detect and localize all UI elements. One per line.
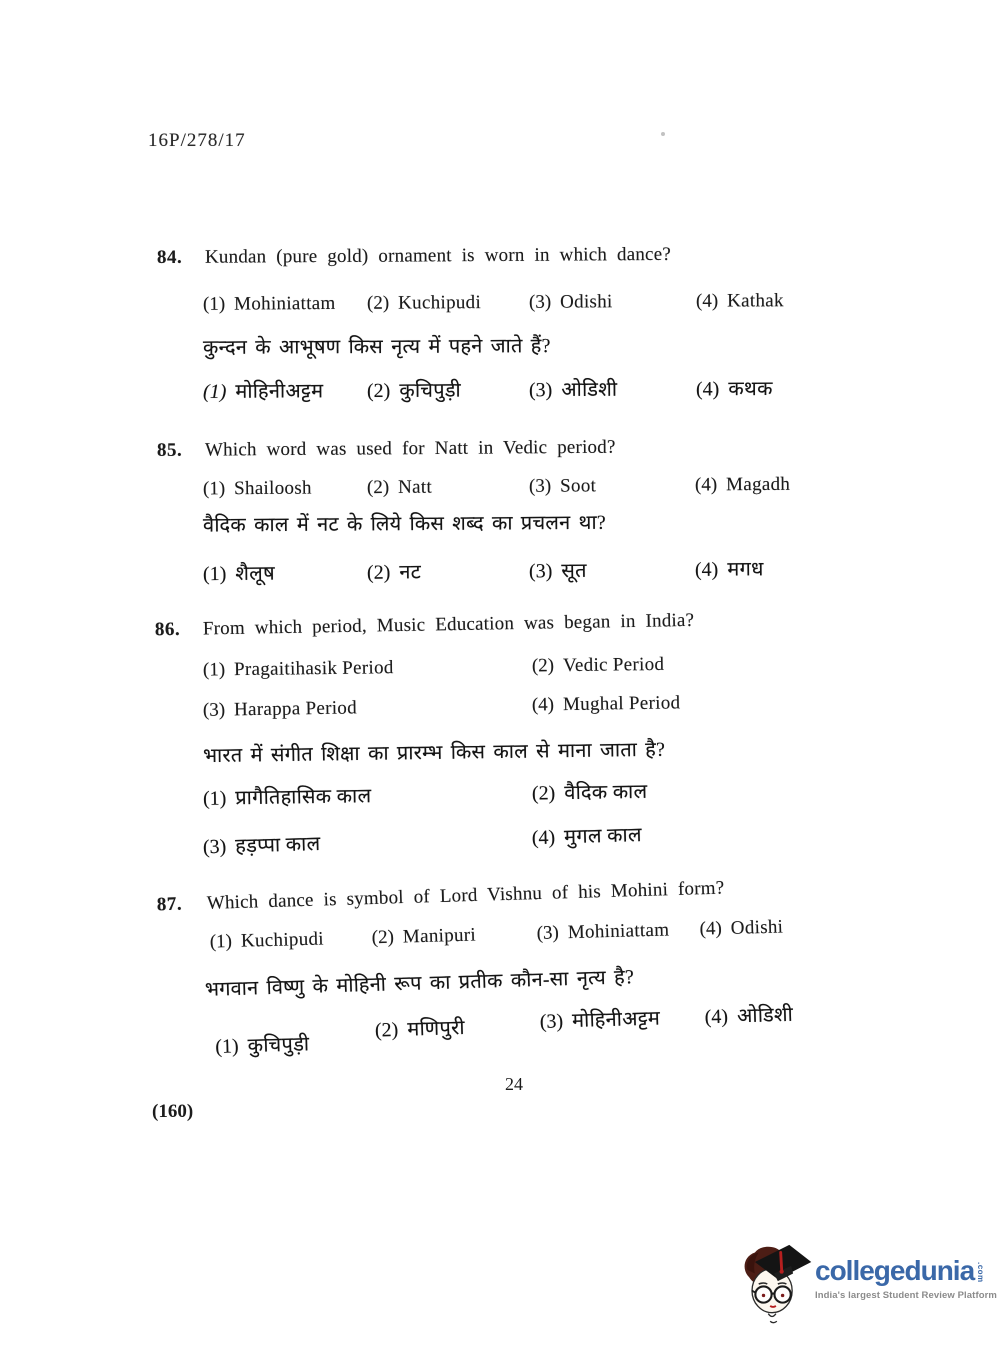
question-number: 84. [156, 246, 183, 269]
option-number: (3) [528, 475, 552, 497]
option-label: मोहिनीअट्टम [235, 380, 324, 403]
question-84-text-hi [0, 329, 1001, 364]
option-number: (1) [202, 293, 226, 315]
option [532, 777, 648, 806]
option [367, 376, 461, 403]
graduate-student-mascot-icon [735, 1241, 813, 1327]
question-85-options-en [0, 472, 1001, 510]
option-label: Odishi [560, 291, 613, 313]
option-label: Manipuri [402, 924, 477, 948]
question-84-options-hi [0, 373, 1001, 408]
option [375, 1013, 466, 1042]
option-label: कुचिपुड़ी [399, 379, 462, 402]
option-label: Kathak [727, 290, 784, 312]
option-number: (4) [704, 1005, 729, 1029]
option [696, 374, 773, 401]
option-number: (4) [695, 378, 720, 401]
option-number: (2) [366, 292, 390, 314]
option [532, 692, 681, 716]
question-85-options-hi [0, 552, 1001, 591]
option-number: (1) [202, 787, 227, 810]
option [203, 478, 312, 501]
option [529, 556, 587, 584]
option-label: प्रागैतिहासिक काल [235, 785, 372, 810]
option [215, 1029, 310, 1059]
option-number: (2) [366, 476, 390, 499]
option-number: (4) [699, 918, 723, 940]
option-label: वैदिक काल [564, 780, 648, 805]
option [695, 474, 790, 497]
option-number: (4) [694, 474, 718, 496]
option [529, 375, 617, 402]
question-86 [0, 605, 1001, 652]
option-number: (1) [202, 659, 226, 681]
option-number: (3) [528, 291, 552, 313]
option-number: (3) [528, 379, 553, 402]
question-text-en: Which dance is symbol of Lord Vishnu of his Mohini form? [206, 877, 725, 914]
question-text-en: Kundan (pure gold) ornament is worn in which dance? [204, 243, 671, 268]
option [529, 475, 596, 498]
option [536, 919, 669, 944]
option-label: कुचिपुड़ी [247, 1033, 310, 1058]
option [367, 292, 481, 315]
option-label: मोहिनीअट्टम [571, 1007, 661, 1033]
question-text-hi: कुन्दन के आभूषण किस नृत्य में पहने जाते हैं? [202, 335, 551, 359]
option-label: Mohiniattam [234, 292, 336, 315]
option-number: (4) [531, 826, 556, 850]
option-label: Shailoosh [234, 477, 312, 500]
question-number: 86. [154, 618, 181, 641]
option [203, 293, 336, 316]
option-label: Pragaitihasik Period [233, 657, 394, 681]
option-label: नट [399, 561, 422, 584]
option-label: Soot [560, 475, 597, 497]
option-label: ओडिशी [736, 1003, 794, 1028]
option-label: मुगल काल [563, 824, 643, 849]
option [699, 916, 783, 940]
option [203, 376, 324, 404]
question-84 [0, 242, 1001, 278]
option [203, 829, 321, 859]
question-86-text-hi [0, 730, 1001, 774]
option-number: (3) [536, 922, 560, 944]
option-number: (2) [374, 1018, 399, 1042]
option-number: (2) [366, 379, 391, 403]
option [529, 291, 613, 314]
option-number: (2) [371, 926, 395, 949]
option-number: (4) [695, 290, 719, 312]
logo-text-block [815, 1257, 997, 1301]
question-text-en: From which period, Music Education was began in India? [202, 609, 695, 640]
option-label: Kuchipudi [240, 928, 325, 952]
option [203, 697, 357, 721]
logo-tagline: India's largest Student Review Platform [815, 1290, 997, 1301]
option-label: सूत [561, 559, 587, 583]
option-label: Mughal Period [562, 692, 681, 716]
option-label: ओडिशी [561, 378, 618, 402]
option-number: (4) [694, 558, 719, 581]
page-number: 24 [505, 1074, 523, 1094]
option-number: (1) [209, 930, 233, 953]
option [695, 554, 764, 582]
option-number: (2) [531, 782, 556, 805]
option-label: मगध [727, 558, 764, 581]
question-number: 87. [156, 893, 183, 916]
option-number: (3) [528, 560, 553, 583]
option [696, 290, 784, 313]
option-number: (1) [202, 478, 226, 500]
question-number: 85. [156, 439, 183, 461]
option-number: (1) [202, 563, 227, 586]
option-number: (2) [366, 561, 391, 584]
question-86-options-en-row2 [0, 687, 1001, 733]
question-86-options-hi-row1 [0, 771, 1001, 817]
option-label: हड़प्पा काल [234, 833, 321, 858]
option [203, 781, 372, 811]
question-text-hi: भारत में संगीत शिक्षा का प्रारम्भ किस काल से माना जाता है? [202, 738, 666, 768]
logo-brand-text: collegedunia [815, 1255, 975, 1286]
option [532, 654, 665, 678]
option [367, 477, 432, 500]
question-85-text-hi [0, 505, 1001, 542]
collegedunia-logo [735, 1241, 997, 1329]
option-number: (4) [531, 694, 555, 716]
question-86-options-hi-row2 [0, 810, 1001, 868]
option [531, 820, 642, 850]
question-84-options-en [0, 289, 1001, 325]
option [539, 1004, 660, 1034]
option [203, 559, 275, 587]
option-label: मणिपुरी [406, 1017, 466, 1041]
option-number: (3) [202, 835, 227, 859]
option-label: Odishi [730, 916, 784, 939]
question-text-hi: वैदिक काल में नट के लिये किस शब्द का प्रचलन था? [202, 511, 606, 537]
option-label: Vedic Period [562, 653, 665, 677]
option-label: Harappa Period [233, 697, 358, 721]
question-text-en: Which word was used for Natt in Vedic period? [204, 436, 616, 461]
question-text-hi: भगवान विष्णु के मोहिनी रूप का प्रतीक कौन-सा नृत्य है? [204, 966, 635, 1001]
footer-code: (160) [152, 1101, 194, 1122]
option-number: (2) [531, 655, 555, 677]
option [367, 557, 421, 584]
option [371, 925, 476, 950]
option-number: (1) [215, 1035, 239, 1058]
option-label: शैलूष [235, 562, 276, 585]
option-label: कथक [728, 377, 773, 401]
option-label: Mohiniattam [567, 919, 670, 944]
option [210, 929, 325, 954]
option-label: Natt [398, 476, 433, 498]
question-85 [0, 434, 1001, 471]
option [704, 1000, 793, 1029]
question-86-options-en-row1 [0, 650, 1001, 692]
option-number: (3) [539, 1010, 564, 1033]
scan-artifact-dot [661, 132, 665, 136]
logo-tld-text: .com [976, 1262, 986, 1283]
option-label: Magadh [726, 473, 791, 496]
document-code: 16P/278/17 [148, 130, 246, 151]
option [203, 657, 394, 681]
option-number: (3) [202, 699, 226, 721]
option-number: (1) [202, 380, 227, 403]
option-label: Kuchipudi [398, 292, 482, 314]
